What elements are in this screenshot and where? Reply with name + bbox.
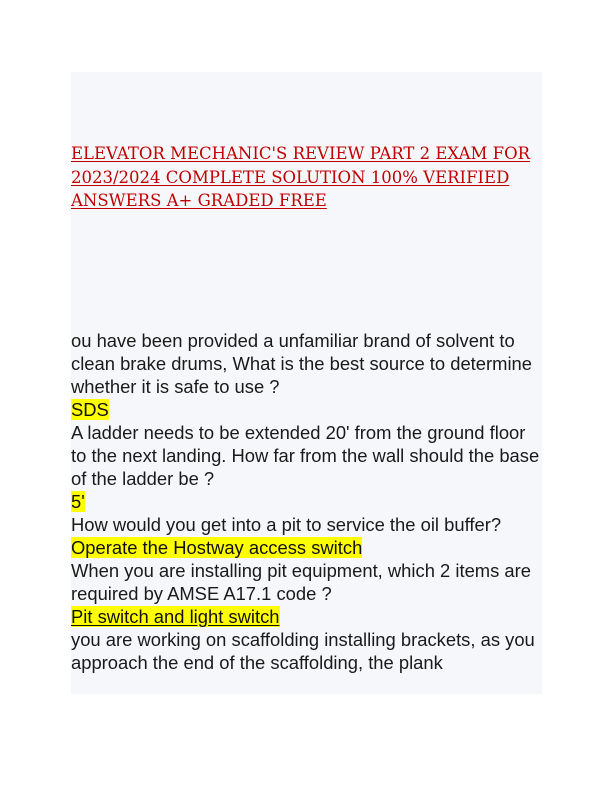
answer-highlight [71, 536, 542, 559]
qa-item [71, 559, 542, 628]
answer-text: Operate the Hostway access switch [71, 537, 363, 558]
answer-highlight [71, 605, 542, 628]
document-title[interactable]: ELEVATOR MECHANIC'S REVIEW PART 2 EXAM FOR 2023/2024 COMPLETE SOLUTION 100% VERIFIED ANSWERS A+ GRADED FREE [71, 144, 531, 210]
qa-item [71, 513, 542, 559]
question-text: A ladder needs to be extended 20' from the ground floor to the next landing. How far from the wall should the base of the ladder be ? [71, 422, 540, 489]
answer-highlight [71, 398, 542, 421]
qa-item [71, 421, 542, 513]
question-text: How would you get into a pit to service the oil buffer? [71, 514, 502, 535]
question-text: When you are installing pit equipment, which 2 items are required by AMSE A17.1 code ? [71, 560, 531, 604]
question-text: you are working on scaffolding installing brackets, as you approach the end of the scaffolding, the plank [71, 629, 535, 673]
answer-highlight [71, 490, 542, 513]
document-page [71, 72, 542, 694]
qa-item [71, 628, 542, 674]
answer-text: 5' [71, 491, 85, 512]
qa-list [71, 329, 542, 674]
question-text: ou have been provided a unfamiliar brand of solvent to clean brake drums, What is the best source to determine whether it is safe to use ? [71, 330, 533, 397]
qa-item [71, 329, 542, 421]
answer-text: Pit switch and light switch [71, 606, 280, 627]
answer-text: SDS [71, 399, 109, 420]
